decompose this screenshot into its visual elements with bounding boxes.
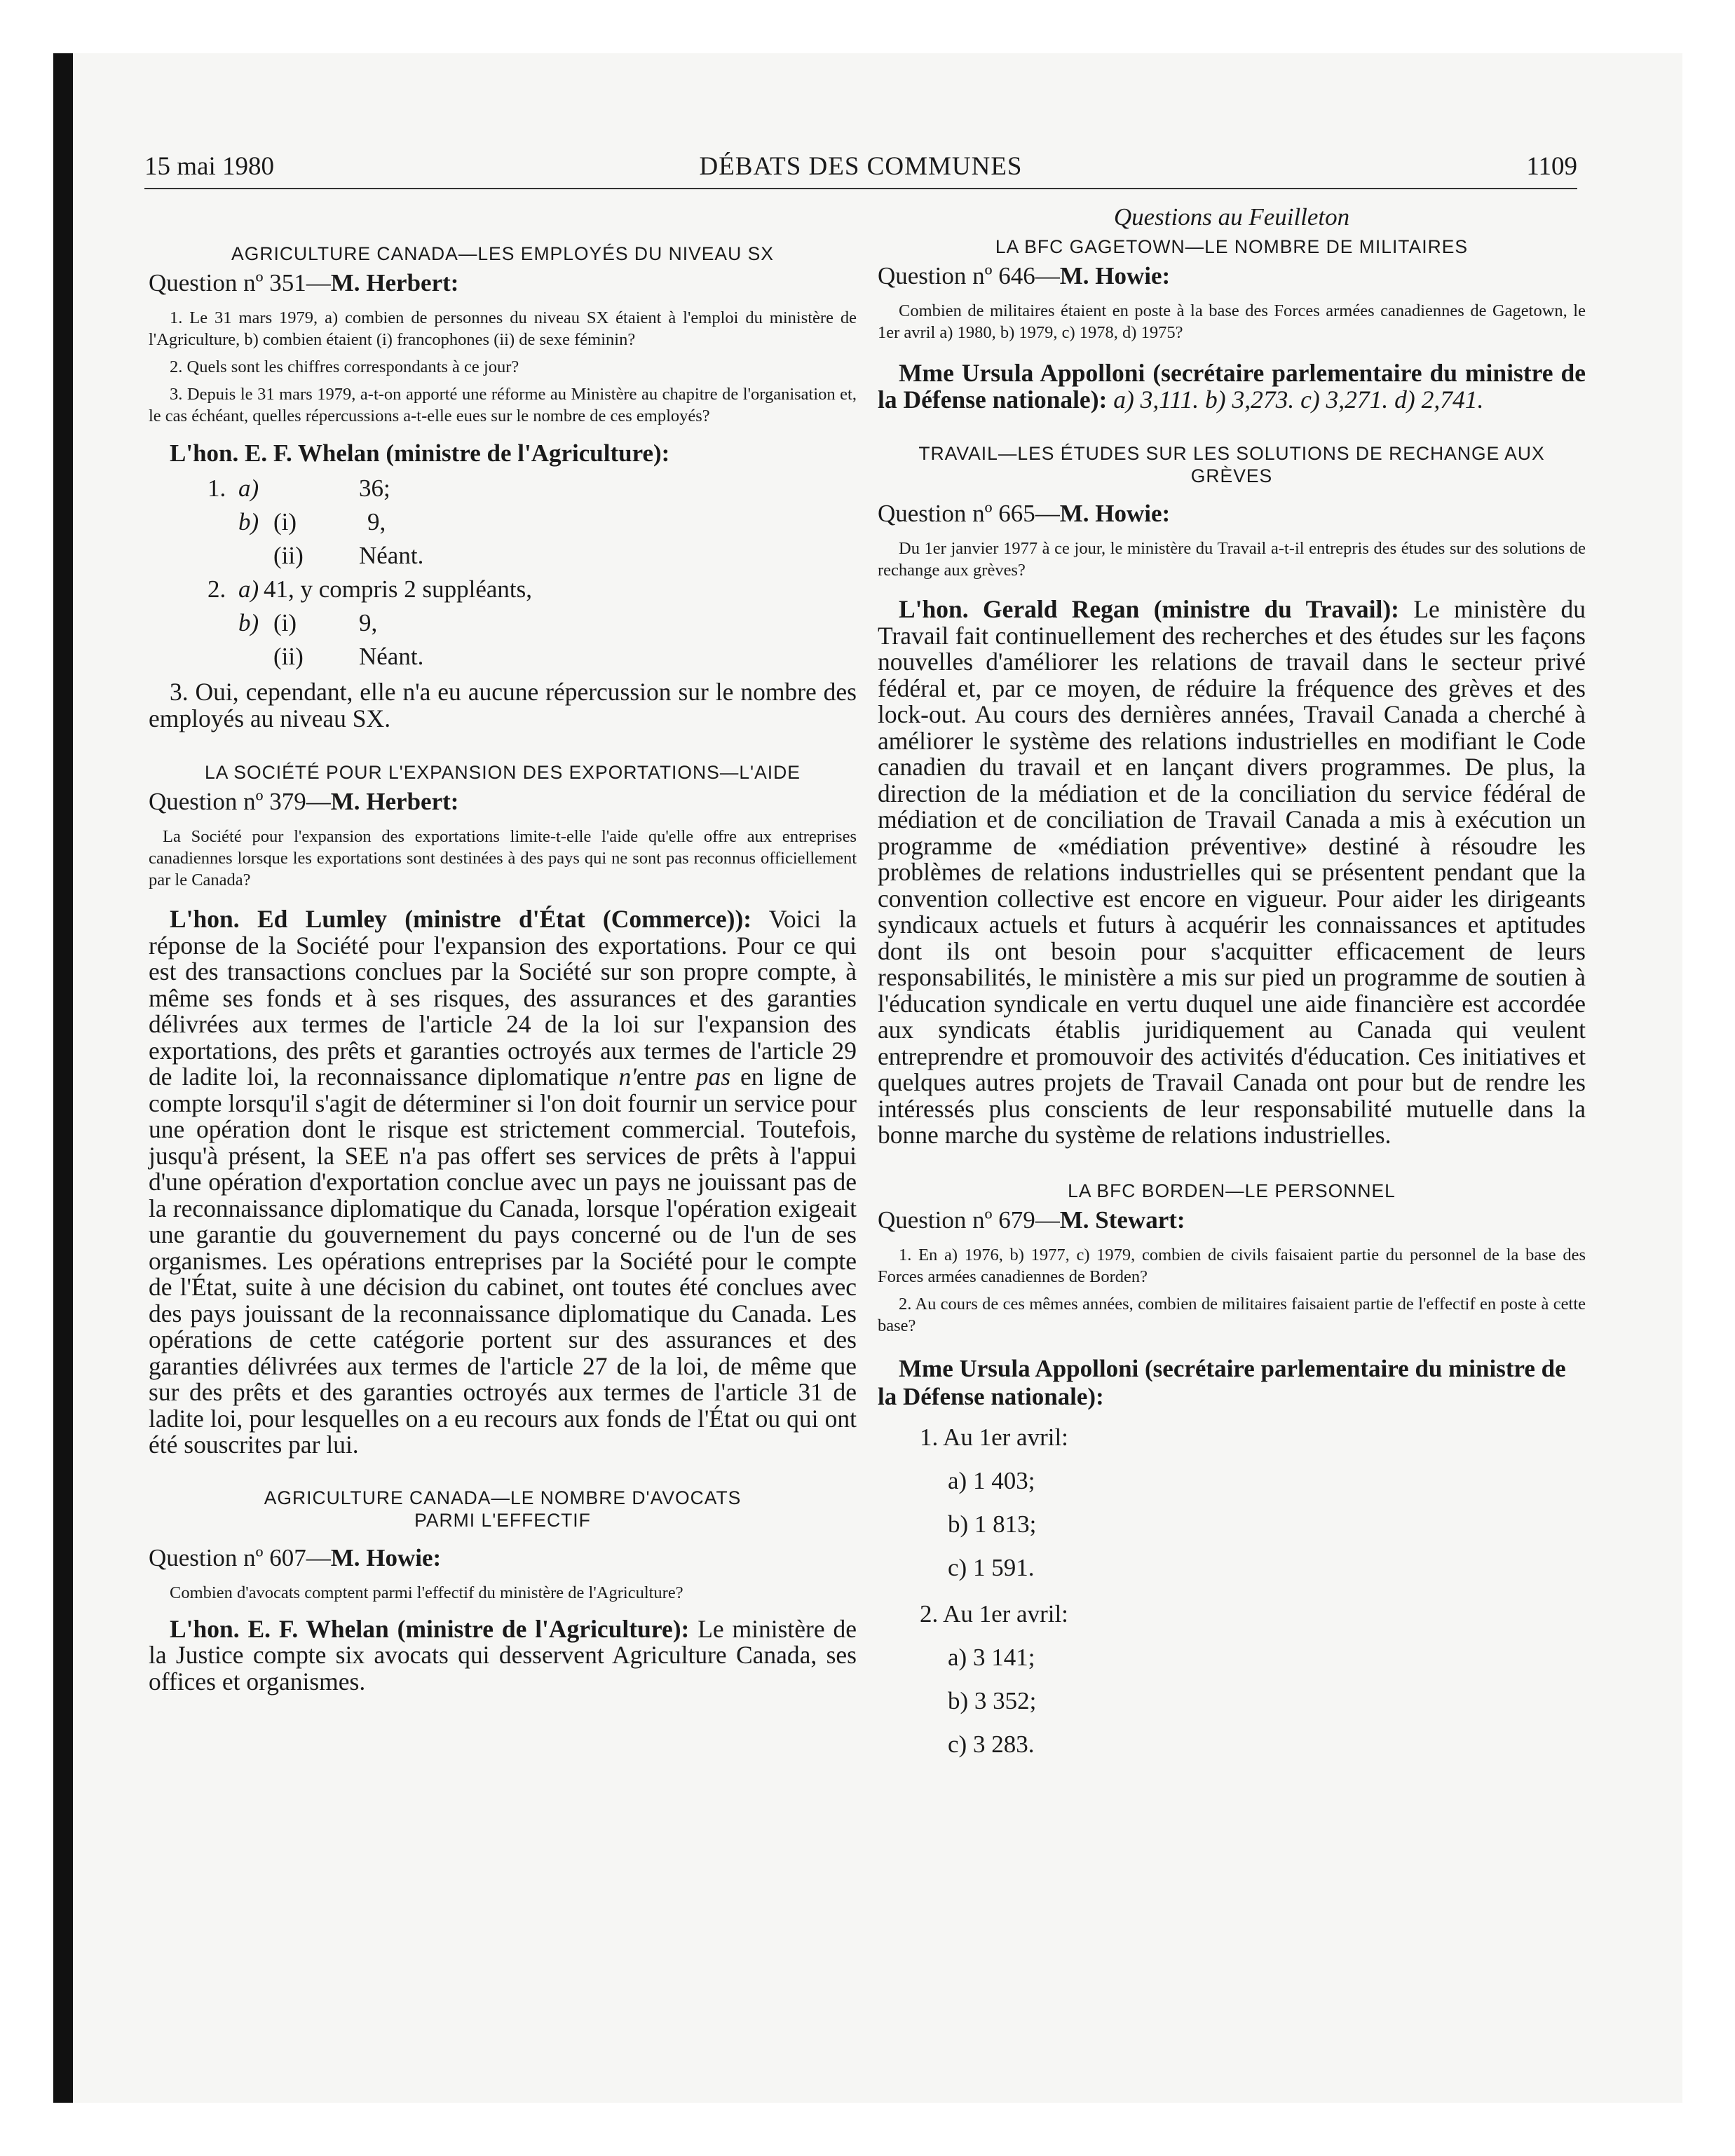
page-number: 1109	[1526, 152, 1577, 181]
answer-value: Néant.	[359, 542, 424, 569]
answer-text: Le ministère de la Justice compte six avocats qui desservent Agriculture Canada, ses offices et organismes.	[149, 1614, 857, 1696]
answer-roman: (i)	[273, 508, 297, 535]
question-author: M. Stewart:	[1059, 1206, 1185, 1234]
question-line	[149, 269, 857, 297]
question-number: Question nº 379—	[149, 788, 331, 815]
question-author: M. Howie:	[1059, 500, 1171, 527]
answer-text: Le ministère du Travail fait continuellement des recherches et des études sur les façons nouvelles d'améliorer les relations de travail dans le secteur privé fédéral et, par ce moyen, de réduire la fréquence des grèves et des lock-out. Au cours des dernières années, Travail Canada a cherché à améliorer le système des relations industrielles en modifiant le Code canadien du travail et en lançant divers programmes. De plus, la direction de la médiation et de la conciliation du service fédéral de médiation et de conciliation de Travail Canada a mis à exécution un programme de «médiation préventive» destiné à résoudre les problèmes de relations industrielles qui se présentent pendant que la convention collective est encore en vigueur. Pour aider les dirigeants syndicaux actuels et futurs à acquérir les connaissances et aptitudes dont ils ont besoin pour s'acquitter efficacement de leurs responsabilités, le ministère a mis sur pied un programme de soutien à l'éducation syndicale en vertu duquel une aide financière est accordée aux syndicats établis juridiquement au Canada qui veulent entreprendre et promouvoir des activités d'éducation. Ces initiatives et quelques autres projets de Travail Canada ont pour but de rendre les intéressés plus conscients de leur responsabilité mutuelle dans la bonne marche du système de relations industrielles.	[878, 595, 1586, 1149]
question-text: 1. En a) 1976, b) 1977, c) 1979, combien de civils faisaient partie du personnel de la base des Forces armées canadiennes de Borden?	[878, 1245, 1586, 1286]
answer-row	[878, 1600, 1586, 1644]
question-text: Combien d'avocats comptent parmi l'effectif du ministère de l'Agriculture?	[170, 1583, 683, 1602]
answer-row	[149, 609, 857, 643]
answer-value: 9,	[367, 508, 386, 535]
section-title: Questions au Feuilleton	[1113, 203, 1350, 231]
answer-value: 41, y compris 2 suppléants,	[264, 575, 533, 603]
speaker-name: L'hon. E. F. Whelan (ministre de l'Agriculture):	[170, 439, 670, 467]
scan-margin	[0, 0, 53, 2156]
answer-row	[878, 1467, 1586, 1510]
answer-letter: b)	[238, 508, 259, 535]
answer-value: 36;	[359, 475, 390, 502]
answer-text: en ligne de compte lorsqu'il s'agit de déterminer si l'on doit fournir un service pour une opération dont le risque est strictement commercial. Toutefois, jusqu'à présent, la SEE n'a pas offert ses services de prêts à l'appui d'une opération d'exportation conclue avec un pays ne jouissant pas de la reconnaissance diplomatique du Canada, lorsque l'opération exigeait une garantie du gouvernement du pays concerné ou de l'un de ses organismes. Les opérations entreprises par la Société pour le compte de l'État, suite à une décision du cabinet, ont toutes été conclues avec des pays jouissant de la reconnaissance diplomatique du Canada. Les opérations de cette catégorie portent sur des assurances et des garanties délivrées aux termes de l'article 27 de la loi, de même que sur des prêts et des garanties octroyés aux termes de l'article 31 de ladite loi, pour lesquelles on a eu recours aux fonds de l'État ou qui ont été souscrites par lui.	[149, 1063, 857, 1459]
speaker-name: Mme Ursula Appolloni (secrétaire parlementaire du ministre de la Défense nationale):	[878, 359, 1586, 414]
question-line	[878, 500, 1586, 528]
section-heading: LA SOCIÉTÉ POUR L'EXPANSION DES EXPORTATIONS—L'AIDE	[205, 762, 801, 783]
question-number: Question nº 351—	[149, 269, 331, 296]
speaker-name: L'hon. E. F. Whelan (ministre de l'Agriculture):	[170, 1614, 690, 1643]
answer-value: a) 1 403;	[948, 1466, 1035, 1494]
question-number: Question nº 665—	[878, 500, 1060, 527]
answer-text-emphasis: pas	[695, 1063, 731, 1091]
answer-row	[149, 542, 857, 575]
answer-row	[878, 1554, 1586, 1600]
question-line	[149, 788, 857, 816]
answer-row	[149, 508, 857, 542]
answer-paragraph	[878, 360, 1586, 413]
answer-list	[149, 475, 857, 676]
question-author: M. Herbert:	[330, 788, 459, 815]
page-header	[144, 151, 1577, 192]
question-author: M. Howie:	[1059, 262, 1171, 289]
question-text: 3. Depuis le 31 mars 1979, a-t-on apporté une réforme au Ministère au chapitre de l'organisation et, le cas échéant, quelles répercussions a-t-elle eues sur le nombre de ces employés?	[149, 385, 857, 425]
answer-paragraph	[878, 596, 1586, 1149]
question-line	[878, 1206, 1586, 1234]
answer-paragraph	[149, 906, 857, 1459]
answer-value: c) 1 591.	[948, 1553, 1035, 1581]
speaker-name: L'hon. Ed Lumley (ministre d'État (Commerce)):	[170, 905, 752, 933]
question-author: M. Howie:	[330, 1543, 442, 1571]
answer-letter: a)	[238, 475, 259, 502]
answer-roman: (ii)	[273, 542, 304, 569]
answer-text: a) 3,111. b) 3,273. c) 3,271. d) 2,741.	[1107, 385, 1484, 414]
answer-row	[878, 1510, 1586, 1554]
speaker-name: L'hon. Gerald Regan (ministre du Travail):	[899, 595, 1399, 623]
answer-number: 1.	[207, 475, 226, 502]
answer-value: b) 3 352;	[948, 1686, 1037, 1714]
answer-value: Néant.	[359, 643, 424, 670]
answer-value: a) 3 141;	[948, 1643, 1035, 1671]
question-number: Question nº 607—	[149, 1543, 331, 1571]
answer-letter: a)	[238, 575, 259, 603]
answer-line: 1. Au 1er avril:	[920, 1423, 1068, 1451]
section-heading: AGRICULTURE CANADA—LES EMPLOYÉS DU NIVEAU SX	[231, 243, 774, 264]
section-heading: LA BFC GAGETOWN—LE NOMBRE DE MILITAIRES	[995, 236, 1469, 257]
answer-row	[878, 1644, 1586, 1687]
question-text: Du 1er janvier 1977 à ce jour, le ministère du Travail a-t-il entrepris des études sur des solutions de rechange aux grèves?	[878, 539, 1586, 580]
answer-row	[878, 1424, 1586, 1467]
scan-binding-edge	[53, 53, 73, 2103]
answer-value: 9,	[359, 609, 378, 636]
question-text: 1. Le 31 mars 1979, a) combien de personnes du niveau SX étaient à l'emploi du ministère de l'Agriculture, b) combien étaient (i) francophones (ii) de sexe féminin?	[149, 308, 857, 349]
answer-row	[149, 643, 857, 676]
answer-value: c) 3 283.	[948, 1730, 1035, 1758]
question-text: 2. Quels sont les chiffres correspondants à ce jour?	[170, 357, 519, 376]
section-heading: LA BFC BORDEN—LE PERSONNEL	[1068, 1180, 1396, 1201]
left-column	[149, 203, 857, 1695]
section-heading: AGRICULTURE CANADA—LE NOMBRE D'AVOCATS PARMI L'EFFECTIF	[264, 1487, 742, 1531]
answer-letter: b)	[238, 609, 259, 636]
question-line	[149, 1544, 857, 1572]
answer-line: 2. Au 1er avril:	[920, 1599, 1068, 1628]
answer-paragraph	[149, 1616, 857, 1696]
header-title: DÉBATS DES COMMUNES	[699, 152, 1023, 181]
question-number: Question nº 646—	[878, 262, 1060, 289]
question-text: 2. Au cours de ces mêmes années, combien de militaires faisaient partie de l'effectif en poste à cette base?	[878, 1294, 1586, 1335]
question-number: Question nº 679—	[878, 1206, 1060, 1234]
answer-list	[878, 1424, 1586, 1774]
header-rule	[144, 188, 1577, 189]
header-date: 15 mai 1980	[144, 152, 274, 181]
question-text: Combien de militaires étaient en poste à la base des Forces armées canadiennes de Gagetown, le 1er avril a) 1980, b) 1979, c) 1978, d) 1975?	[878, 301, 1586, 342]
answer-text: 3. Oui, cependant, elle n'a eu aucune répercussion sur le nombre des employés au niveau SX.	[149, 678, 857, 732]
answer-row	[878, 1731, 1586, 1774]
right-column	[878, 203, 1586, 1774]
speaker-name: Mme Ursula Appolloni (secrétaire parlementaire du ministre de la Défense nationale):	[878, 1354, 1566, 1410]
question-line	[878, 262, 1586, 290]
answer-number: 2.	[207, 575, 226, 603]
answer-roman: (i)	[273, 609, 297, 636]
question-author: M. Herbert:	[330, 269, 459, 296]
question-text: La Société pour l'expansion des exportations limite-t-elle l'aide qu'elle offre aux entreprises canadiennes lorsque les exportations sont destinées à des pays qui ne sont pas reconnus officiellement par le Canada?	[149, 827, 857, 889]
answer-text: Voici la réponse de la Société pour l'expansion des exportations. Pour ce qui est des transactions conclues par la Société sur son propre compte, à même ses fonds et à ses risques, des assurances et des garanties délivrées aux termes de l'article 24 de la loi sur l'expansion des exportations, des prêts et garanties octroyés aux termes de l'article 29 de ladite loi, la reconnaissance diplomatique	[149, 905, 857, 1091]
section-heading: TRAVAIL—LES ÉTUDES SUR LES SOLUTIONS DE RECHANGE AUX GRÈVES	[918, 443, 1545, 486]
answer-row	[149, 475, 857, 508]
answer-text: entre	[636, 1063, 696, 1091]
answer-row	[878, 1687, 1586, 1731]
answer-text-emphasis: n'	[618, 1063, 637, 1091]
answer-row	[149, 575, 857, 609]
answer-roman: (ii)	[273, 643, 304, 670]
answer-value: b) 1 813;	[948, 1510, 1037, 1538]
